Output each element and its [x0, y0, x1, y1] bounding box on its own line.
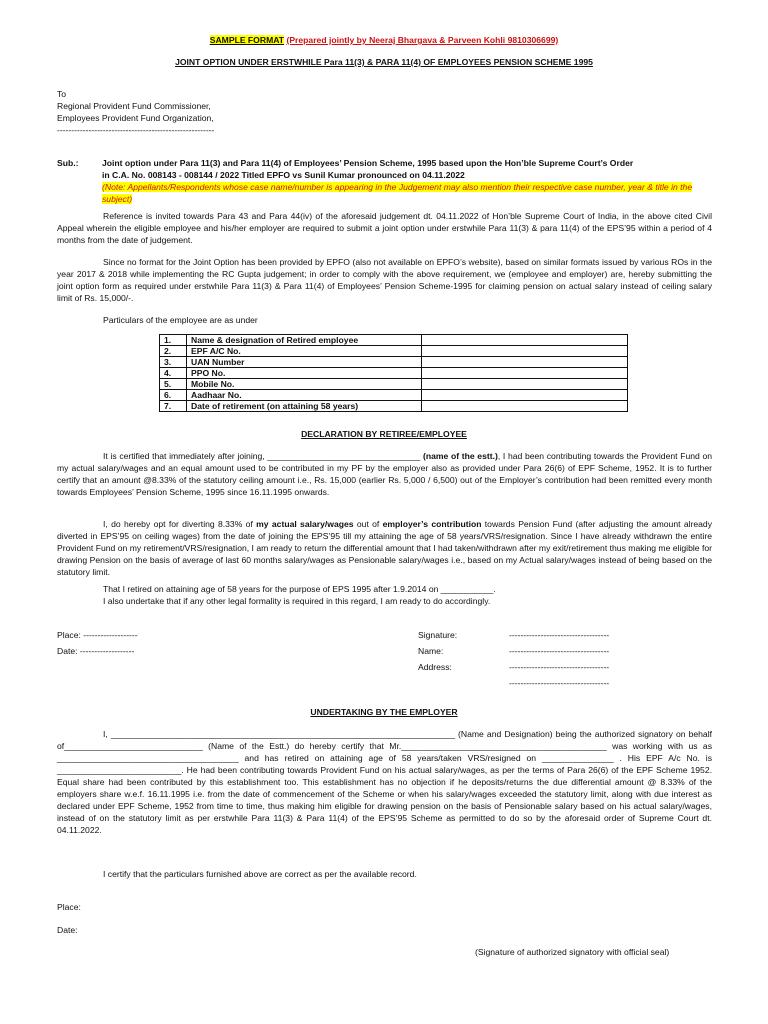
- particulars-row: [160, 357, 628, 368]
- undertaking-heading: UNDERTAKING BY THE EMPLOYER: [310, 707, 458, 717]
- addressee-line1: Regional Provident Fund Commissioner,: [57, 101, 211, 111]
- particulars-row: [160, 335, 628, 346]
- particulars-value: [422, 335, 628, 346]
- place-field: Place: -------------------: [57, 630, 138, 640]
- subject-line1: Joint option under Para 11(3) and Para 11(4) of Employees’ Pension Scheme, 1995 based upon the Hon’ble Supreme Court’s Order: [102, 158, 634, 168]
- declaration-retirement-line: That I retired on attaining age of 58 years for the purpose of EPS 1995 after 1.9.2014 on ___________.: [103, 584, 496, 594]
- declaration-undertake-line: I also undertake that if any other legal formality is required in this regard, I am ready to do accordingly.: [103, 596, 491, 606]
- particulars-intro: Particulars of the employee are as under: [103, 315, 258, 325]
- signature-seal-caption: (Signature of authorized signatory with official seal): [475, 947, 670, 957]
- employer-place-label: Place:: [57, 902, 81, 912]
- name-dashes: -----------------------------------: [509, 646, 610, 656]
- particulars-row: [160, 379, 628, 390]
- certify-line: I certify that the particulars furnished above are correct as per the available record.: [103, 869, 417, 879]
- particulars-label: UAN Number: [187, 357, 422, 368]
- addressee-block: [57, 88, 357, 136]
- addressee-line3: -------------------------------------------------------: [57, 125, 215, 135]
- particulars-number: 6.: [160, 390, 187, 401]
- employer-date-label: Date:: [57, 925, 78, 935]
- sample-format-label: SAMPLE FORMAT: [209, 35, 285, 45]
- particulars-label: Date of retirement (on attaining 58 years): [187, 401, 422, 412]
- particulars-value: [422, 379, 628, 390]
- particulars-value: [422, 401, 628, 412]
- particulars-row: [160, 390, 628, 401]
- subject-line2: in C.A. No. 008143 - 008144 / 2022 Titled EPFO vs Sunil Kumar pronounced on 04.11.2022: [102, 170, 465, 180]
- signature-dashes: -----------------------------------: [509, 630, 610, 640]
- address-dashes-2: -----------------------------------: [509, 678, 610, 688]
- particulars-number: 1.: [160, 335, 187, 346]
- name-label: Name:: [418, 646, 444, 656]
- particulars-row: [160, 346, 628, 357]
- particulars-row: [160, 368, 628, 379]
- addressee-to: To: [57, 89, 67, 99]
- signature-label: Signature:: [418, 630, 458, 640]
- particulars-label: Name & designation of Retired employee: [187, 335, 422, 346]
- particulars-number: 2.: [160, 346, 187, 357]
- particulars-row: [160, 401, 628, 412]
- particulars-table: [159, 334, 628, 412]
- document-title: JOINT OPTION UNDER ERSTWHILE Para 11(3) & PARA 11(4) OF EMPLOYEES PENSION SCHEME 1995: [175, 57, 593, 67]
- subject-note: (Note: Appellants/Respondents whose case name/number is appearing in the Judgement may also mention their respective case number, year & title in the subject): [102, 182, 693, 204]
- particulars-value: [422, 368, 628, 379]
- particulars-value: [422, 346, 628, 357]
- paragraph-reference: Reference is invited towards Para 43 and Para 44(iv) of the aforesaid judgement dt. 04.11.2022 of Hon’ble Supreme Court of India, in the above cited Civil Appeal wherein the eligible employee and his/her employer are required to submit a joint option under erstwhile Para 11(3) & para 11(4) of the EPS’95 within a period of 4 months from the date of judgement.: [57, 211, 712, 245]
- particulars-label: EPF A/C No.: [187, 346, 422, 357]
- prepared-by-line: [0, 34, 768, 46]
- subject-label: Sub.:: [57, 158, 79, 168]
- address-dashes: -----------------------------------: [509, 662, 610, 672]
- particulars-label: PPO No.: [187, 368, 422, 379]
- date-field: Date: -------------------: [57, 646, 135, 656]
- particulars-label: Mobile No.: [187, 379, 422, 390]
- subject-block: [102, 157, 714, 205]
- prepared-by-text: (Prepared jointly by Neeraj Bhargava & Parveen Kohli 9810306699): [286, 35, 559, 45]
- declaration-heading: DECLARATION BY RETIREE/EMPLOYEE: [301, 429, 467, 439]
- particulars-number: 7.: [160, 401, 187, 412]
- addressee-line2: Employees Provident Fund Organization,: [57, 113, 214, 123]
- declaration-para1: It is certified that immediately after joining, ________________________________ (name of the estt.), I had been contributing towards the Provident Fund on my actual salary/wages and an equal amount used to be contributed in my PF by the employer also as provided under Para 26(6) of EPF Scheme, 1952. It is to further certify that an amount @8.33% of the statutory ceiling amount i.e., Rs. 15,000 (earlier Rs. 5,000 / 6,500) out of the Employer’s contribution had been remitted every month towards Employees’ Pension Scheme, 1995 since 16.11.1995 onwards.: [57, 451, 713, 497]
- paragraph-format-note: Since no format for the Joint Option has been provided by EPFO (also not available on EPFO’s website), based on similar formats issued by various ROs in the year 2017 & 2018 while implementing the RC Gupta judgement; in order to comply with the above requirement, we (employee and employer) are, hereby submitting the joint option form as required under erstwhile Para 11(3) & Para 11(4) of Employees’ Pension Scheme-1995 for claiming pension on actual salary instead of ceiling salary limit of Rs. 15,000/-.: [57, 257, 712, 303]
- particulars-number: 5.: [160, 379, 187, 390]
- undertaking-paragraph: I, ________________________________________________________________________ (Name and Designation) being the authorized signatory on behalf of_____________________________ (Name of the Estt.) do hereby certify that Mr.___________________________________________ was working with us as ______________________________________ and has retired on attaining age of 58 years/taken VRS/resigned on _______________ . His EPF A/c No. is __________________________. He had been contributing towards Provident Fund on his actual salary/wages, as per the terms of Para 26(6) of the EPF Scheme 1952. Equal share had been contributed by this establishment too. This establishment has no objection if he deposits/returns the due differential amount @ 8.33% of the employers share w.e.f. 16.11.1995 i.e. from the date of commencement of the Scheme or when his salary/wages exceeded the statutory limit, along with due interest as declared under EPF Scheme, 1952 from time to time, thus making him eligible for drawing pension on the basis of Pensionable salary based on his actual salary/wages, instead of on the statutory limit as per erstwhile Para 11(3) & Para 11(4) of the EPS’95 Scheme as permitted to do so by the aforesaid order of Supreme Court dt. 04.11.2022.: [57, 729, 712, 835]
- particulars-label: Aadhaar No.: [187, 390, 422, 401]
- particulars-number: 3.: [160, 357, 187, 368]
- particulars-value: [422, 357, 628, 368]
- declaration-para2: I, do hereby opt for diverting 8.33% of my actual salary/wages out of employer’s contribution towards Pension Fund (after adjusting the amount already diverted in EPS’95 on ceiling wages) from the date of joining the EPS’95 till my attaining the age of 58 years/VRS/resignation. Since I have already withdrawn the entire Provident Fund on my retirement/VRS/resignation, I am ready to return the differential amount that I had taken/withdrawn after my exit/retirement thus making me eligible for drawing Pension on the basis of average of last 60 months salary/wages as Pensionable salary/wages i.e., based on my Actual salary/wages instead of being based on the statutory limit.: [57, 519, 713, 577]
- particulars-value: [422, 390, 628, 401]
- address-label: Address:: [418, 662, 452, 672]
- particulars-number: 4.: [160, 368, 187, 379]
